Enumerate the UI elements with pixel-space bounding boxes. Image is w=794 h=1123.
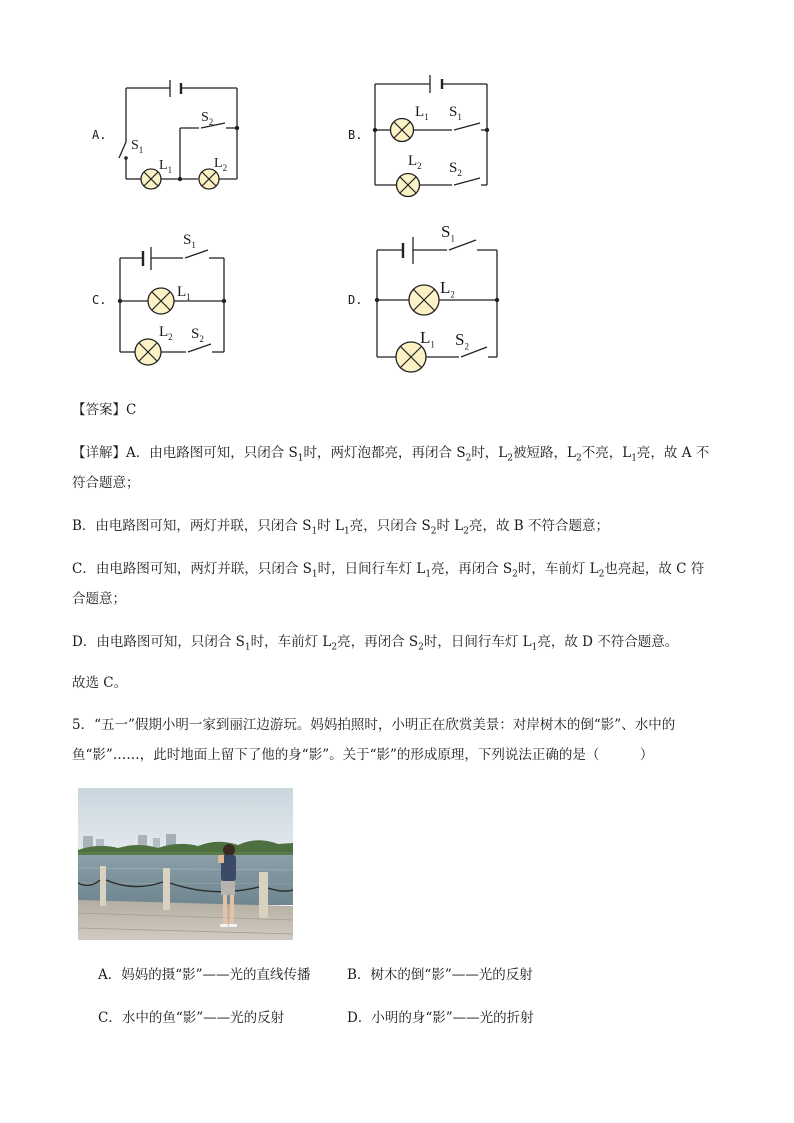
detail-text: C．由电路图可知，两灯并联，只闭合 S xyxy=(72,561,312,577)
choice-c[interactable]: C．水中的鱼“影”——光的反射 xyxy=(98,1010,285,1026)
detail-text: 时，两灯泡都亮，再闭合 S xyxy=(303,445,466,461)
detail-text: A．由电路图可知，只闭合 S xyxy=(126,445,298,461)
circuit-d-s2-label: $S_2$ xyxy=(455,330,469,352)
option-c-letter: C. xyxy=(92,293,107,307)
circuit-d-l2-label: $L_2$ xyxy=(440,278,455,300)
detail-text: D．由电路图可知，只闭合 S xyxy=(72,634,245,650)
question-photo xyxy=(78,788,293,940)
detail-text: 亮，故 D 不符合题意。 xyxy=(537,634,679,650)
choice-a[interactable]: A．妈妈的摄“影”——光的直线传播 xyxy=(98,967,311,983)
answer-label: 【答案】 xyxy=(72,402,126,418)
detail-text: B．由电路图可知，两灯并联，只闭合 S xyxy=(72,518,312,534)
detail-text: 时 L xyxy=(436,518,464,534)
detail-line-c: C．由电路图可知，两灯并联，只闭合 $S_1$时，日间行车灯 $L_1$亮，再闭合 $S_2$时，车前灯 $L_2$也亮起，故 C 符 xyxy=(72,561,705,580)
circuit-d-l1-label: $L_1$ xyxy=(420,328,435,350)
detail-text: 不亮，L xyxy=(581,445,632,461)
detail-text: 被短路，L xyxy=(513,445,576,461)
option-a-letter: A. xyxy=(92,128,107,142)
detail-text: 也亮起，故 C 符 xyxy=(604,561,705,577)
circuit-b-l2-label: $L_2$ xyxy=(408,153,422,171)
answer-line xyxy=(72,400,722,420)
circuit-b-l1-label: $L_1$ xyxy=(415,104,429,122)
detail-text: 时，车前灯 L xyxy=(250,634,332,650)
detail-text: 时，日间行车灯 L xyxy=(423,634,532,650)
detail-text: 时 L xyxy=(317,518,344,534)
detail-text: 时，车前灯 L xyxy=(517,561,599,577)
riverside-photo xyxy=(78,788,293,940)
choice-d[interactable]: D．小明的身“影”——光的折射 xyxy=(347,1010,534,1026)
circuit-d-s1-label: $S_1$ xyxy=(441,222,455,244)
circuit-c-s1-label: $S_1$ xyxy=(183,232,196,250)
question-5-line-1: 5．“五一”假期小明一家到丽江边游玩。妈妈拍照时，小明正在欣赏美景：对岸树木的倒“影”、水中的 xyxy=(72,717,676,733)
detail-line-d: D．由电路图可知，只闭合 $S_1$时，车前灯 $L_2$亮，再闭合 $S_2$时，日间行车灯 $L_1$亮，故 D 不符合题意。 xyxy=(72,634,679,653)
detail-text: 时，日间行车灯 L xyxy=(317,561,426,577)
choice-b[interactable]: B．树木的倒“影”——光的反射 xyxy=(347,967,533,983)
detail-text: 亮，再闭合 S xyxy=(337,634,419,650)
option-d-letter: D. xyxy=(348,293,363,307)
detail-line-c-cont: 合题意； xyxy=(72,591,126,607)
question-5-line-2: 鱼“影”……，此时地面上留下了他的身“影”。关于“影”的形成原理，下列说法正确的是（ ） xyxy=(72,747,654,763)
circuit-b-s1-label: $S_1$ xyxy=(449,104,462,122)
circuit-a-s2-label: $S_2$ xyxy=(201,110,214,127)
detail-text: 亮，再闭合 S xyxy=(431,561,513,577)
option-b-letter: B. xyxy=(348,128,363,142)
detail-line-b: B．由电路图可知，两灯并联，只闭合 $S_1$时 $L_1$亮，只闭合 $S_2$时 $L_2$亮，故 B 不符合题意； xyxy=(72,518,609,537)
answer-value: C xyxy=(126,402,137,418)
circuit-b-s2-label: $S_2$ xyxy=(449,160,462,178)
detail-text: 亮，故 A 不 xyxy=(636,445,710,461)
circuit-a-s1-label: $S_1$ xyxy=(131,138,144,155)
detail-text: 亮，故 B 不符合题意； xyxy=(468,518,609,534)
detail-line-a: 【详解】A．由电路图可知，只闭合 $S_1$时，两灯泡都亮，再闭合 $S_2$时，$L_2$被短路，$L_2$不亮，$L_1$亮，故 A 不 xyxy=(72,445,710,464)
circuit-a-l2-label: $L_2$ xyxy=(214,156,228,173)
detail-label: 【详解】 xyxy=(72,445,126,461)
circuit-a-l1-label: $L_1$ xyxy=(159,158,173,175)
circuit-c-l2-label: $L_2$ xyxy=(159,324,173,342)
detail-conclusion: 故选 C。 xyxy=(72,675,128,691)
circuit-c-l1-label: $L_1$ xyxy=(177,284,191,302)
detail-text: 时，L xyxy=(471,445,508,461)
detail-line-a-cont: 符合题意； xyxy=(72,475,140,491)
circuit-c-s2-label: $S_2$ xyxy=(191,326,204,344)
detail-text: 亮，只闭合 S xyxy=(349,518,431,534)
